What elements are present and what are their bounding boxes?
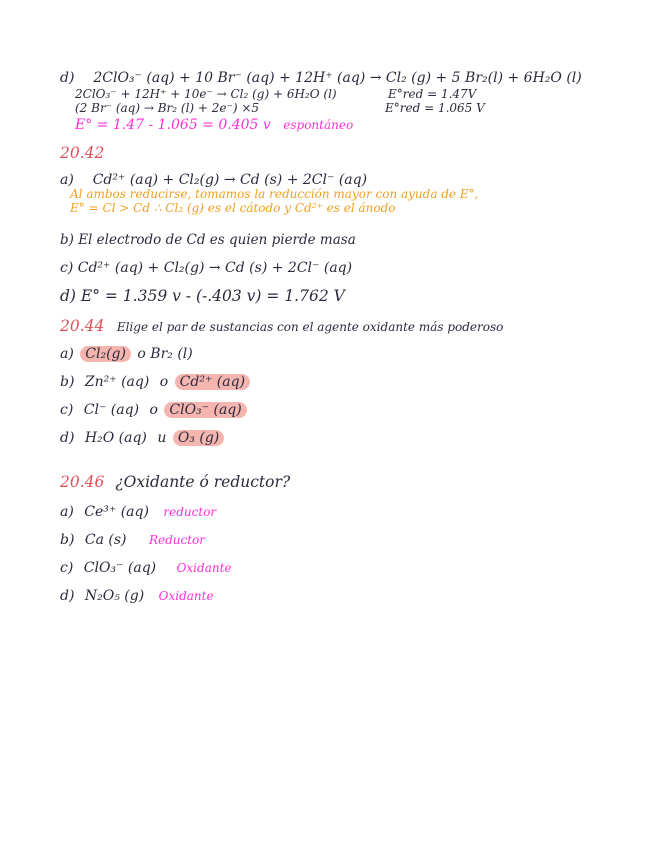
reasoning-note-2: E° = Cl > Cd ∴ Cl₂ (g) es el cátodo y Cd²⁺ es el ánodo [70, 201, 396, 215]
item-label: d) [60, 430, 75, 446]
species-text: ClO₃⁻ (aq) [83, 560, 157, 576]
option-text: H₂O (aq) [84, 430, 147, 446]
item-label: a) [60, 346, 74, 362]
separator: o [137, 346, 146, 362]
cell-potential-result: E° = 1.47 - 1.065 = 0.405 v espontáneo [75, 117, 354, 133]
list-item-20-46-c [60, 560, 232, 576]
problem-heading-20-44 [60, 318, 503, 335]
equation-text: Cd²⁺ (aq) + Cl₂(g) → Cd (s) + 2Cl⁻ (aq) [92, 172, 368, 188]
answer-20-42-b: b) El electrodo de Cd es quien pierde masa [60, 232, 356, 248]
problem-number-20-42: 20.42 [60, 144, 105, 162]
answer-text: Oxidante [158, 589, 214, 603]
item-label: a) [60, 504, 74, 520]
species-text: Ca (s) [84, 532, 127, 548]
answer-text: Reductor [148, 533, 206, 547]
problem-heading-20-46 [60, 474, 290, 490]
option-text: Zn²⁺ (aq) [84, 374, 150, 390]
item-label: a) [60, 172, 74, 188]
equation-text: (2 Br⁻ (aq) → Br₂ (l) + 2e⁻) ×5 [75, 101, 260, 115]
list-item-20-44-b [60, 374, 252, 390]
e-red-value-2: E°red = 1.065 V [385, 101, 485, 115]
answer-20-42-c: c) Cd²⁺ (aq) + Cl₂(g) → Cd (s) + 2Cl⁻ (aq) [60, 260, 353, 276]
half-reaction-1 [75, 88, 337, 101]
list-item-20-44-c [60, 402, 249, 418]
option-text: Cl⁻ (aq) [83, 402, 140, 418]
item-label: b) [60, 532, 75, 548]
spontaneous-note: espontáneo [283, 118, 354, 132]
highlighted-answer: Cd²⁺ (aq) [175, 374, 250, 390]
list-item-20-44-d [60, 430, 226, 446]
list-item-20-44-a [60, 346, 193, 362]
half-reaction-2 [75, 102, 259, 115]
item-label: d) [60, 588, 75, 604]
list-item-20-46-b [60, 532, 205, 548]
reasoning-note-1: Al ambos reducirse, tomamos la reducción mayor con ayuda de E°, [70, 187, 479, 201]
answer-20-42-d: d) E° = 1.359 v - (-.403 v) = 1.762 V [60, 287, 345, 305]
equation-text: 2ClO₃⁻ + 12H⁺ + 10e⁻ → Cl₂ (g) + 6H₂O (l) [75, 87, 337, 101]
item-label: c) [60, 560, 74, 576]
equation-text: 2ClO₃⁻ (aq) + 10 Br⁻ (aq) + 12H⁺ (aq) → Cl₂ (g) + 5 Br₂(l) + 6H₂O (l) [93, 70, 582, 86]
list-item-20-46-d [60, 588, 214, 604]
problem-number-20-46: 20.46 [60, 473, 105, 491]
eq-overall [60, 70, 582, 86]
species-text: Ce³⁺ (aq) [84, 504, 149, 520]
eq-20-42-a [60, 172, 367, 188]
problem-number-20-44: 20.44 [60, 317, 105, 335]
highlighted-answer: Cl₂(g) [80, 346, 131, 362]
highlighted-answer: ClO₃⁻ (aq) [164, 402, 246, 418]
separator: u [157, 430, 167, 446]
item-label: d) [60, 70, 75, 86]
separator: o [149, 402, 158, 418]
separator: o [159, 374, 169, 390]
problem-title: Elige el par de sustancias con el agente oxidante más poderoso [116, 320, 504, 334]
answer-text: Oxidante [176, 561, 232, 575]
list-item-20-46-a [60, 504, 216, 520]
item-label: b) [60, 374, 75, 390]
species-text: N₂O₅ (g) [84, 588, 145, 604]
item-label: c) [60, 402, 74, 418]
problem-title: ¿Oxidante ó reductor? [115, 473, 291, 491]
highlighted-answer: O₃ (g) [173, 430, 224, 446]
e-red-value-1: E°red = 1.47V [388, 87, 477, 101]
answer-text: reductor [163, 505, 217, 519]
option-text: Br₂ (l) [150, 346, 193, 362]
